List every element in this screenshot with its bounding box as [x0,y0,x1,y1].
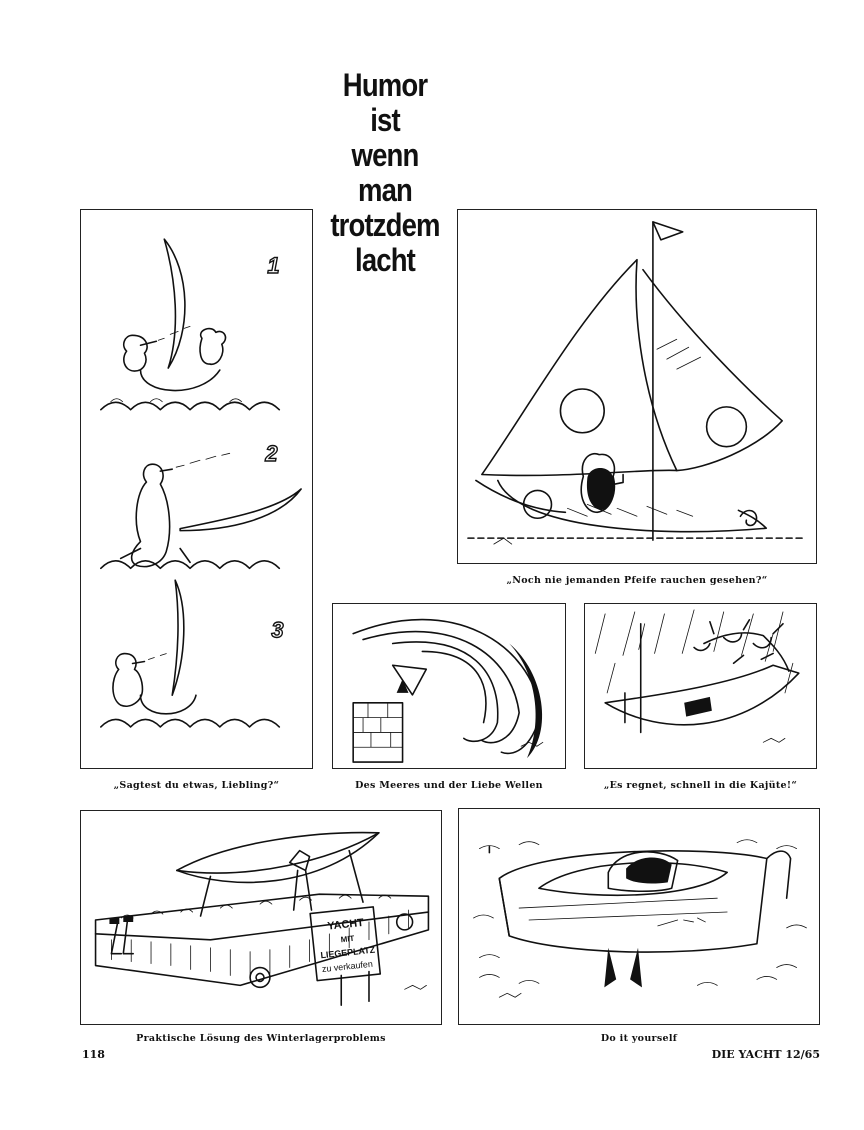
page-number: 118 [82,1048,105,1061]
title-line: man [357,172,412,208]
panel-number: 3 [271,617,284,643]
title-line: ist [370,102,400,138]
cartoon-diy-drawing [459,809,819,1024]
caption-pipe: „Noch nie jemanden Pfeife rauchen gesehen?“ [506,575,768,586]
cartoon-sequence-drawing [81,210,312,768]
cartoon-diy-panel [458,808,820,1025]
cartoon-winter-drawing [81,811,441,1024]
cartoon-rain-drawing [585,604,816,768]
panel-number: 1 [267,252,280,278]
panel-number: 2 [265,441,278,467]
title-line: lacht [355,242,415,278]
page-title [312,68,458,278]
caption-rain: „Es regnet, schnell in die Kajüte!“ [603,780,798,791]
cartoon-pipe-drawing [458,210,816,563]
title-line: trotzdem [330,207,440,243]
issue-label: DIE YACHT 12/65 [711,1048,820,1061]
cartoon-winter-panel [80,810,442,1025]
cartoon-pipe-panel [457,209,817,564]
caption-winter: Praktische Lösung des Winterlagerproblems [136,1033,386,1044]
title-line: wenn [351,137,419,173]
cartoon-wave-panel [332,603,566,769]
cartoon-wave-drawing [333,604,565,768]
title-line: Humor [342,67,428,103]
sign-line: MIT [340,933,355,945]
caption-sequence: „Sagtest du etwas, Liebling?“ [113,780,280,791]
caption-diy: Do it yourself [600,1033,678,1044]
sign-line: LIEGEPLATZ [319,944,376,961]
caption-wave: Des Meeres und der Liebe Wellen [355,780,543,791]
sign-line: YACHT [326,916,365,933]
cartoon-sequence-panel [80,209,313,769]
sign-line: zu verkaufen [321,958,374,975]
cartoon-rain-panel [584,603,817,769]
